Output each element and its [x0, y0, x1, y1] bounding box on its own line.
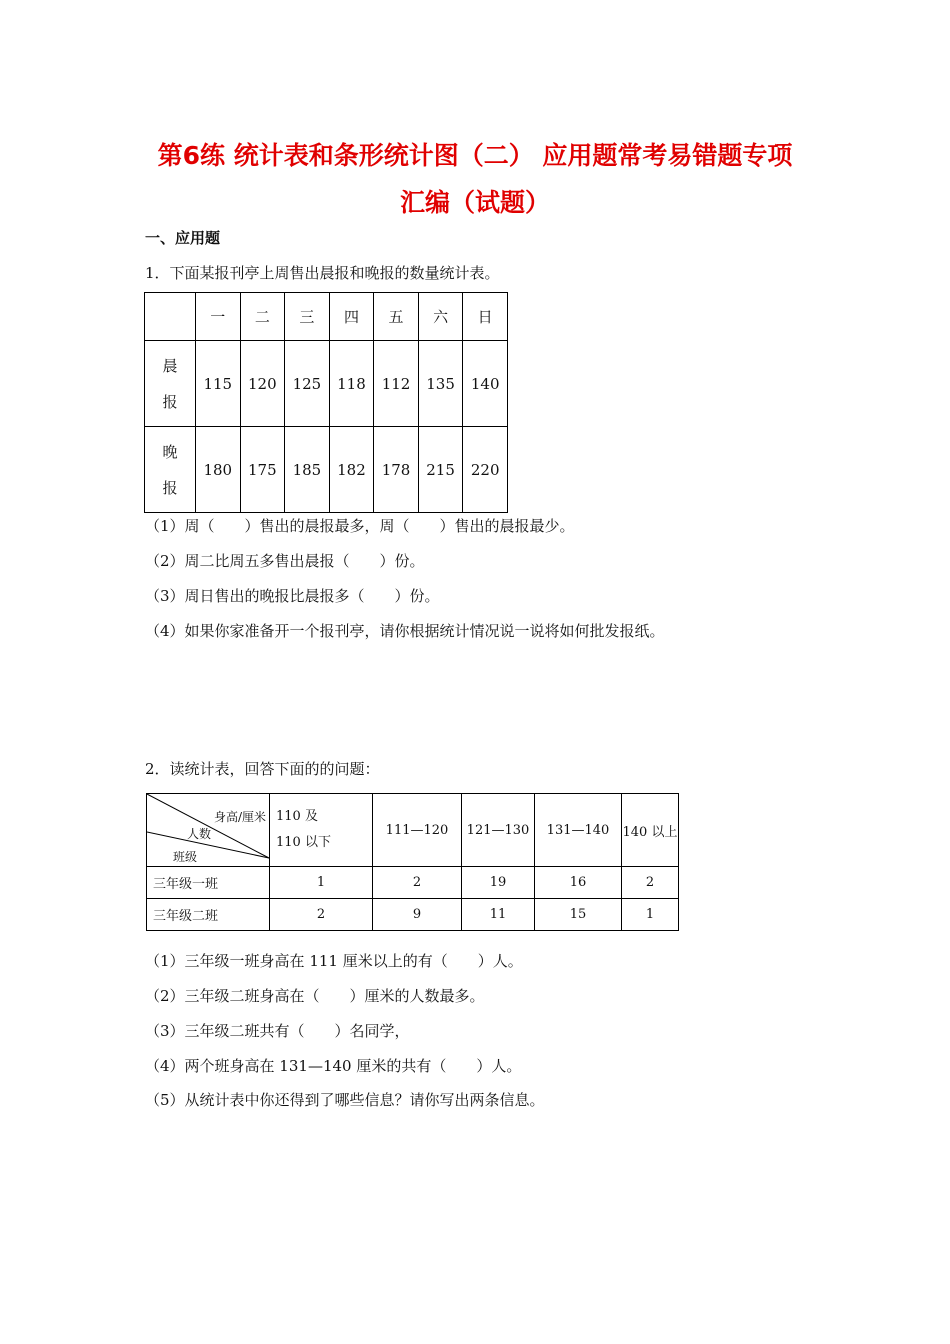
row-label-char: 报: [162, 478, 178, 497]
table-cell: 140: [463, 341, 508, 427]
table-cell: 118: [329, 341, 374, 427]
row-label-char: 晚: [162, 442, 178, 461]
table-cell: 125: [285, 341, 330, 427]
corner-cell: [145, 293, 196, 341]
table-cell: 180: [196, 427, 241, 513]
corner-label-class: 班级: [173, 850, 198, 864]
table-row: [147, 899, 679, 931]
header-line: 110 及: [276, 809, 318, 824]
table-cell: 16: [535, 867, 622, 899]
page-title-line1: 第6练 统计表和条形统计图（二） 应用题常考易错题专项: [157, 141, 793, 170]
day-header: 一: [196, 293, 241, 341]
table-cell: 2: [622, 867, 679, 899]
table-cell: 9: [373, 899, 462, 931]
height-header: 111—120: [373, 794, 462, 867]
q2-sub-3: （3）三年级二班共有（ ）名同学，: [145, 1022, 410, 1040]
q2-prompt: 2．读统计表，回答下面的的问题：: [145, 760, 380, 778]
day-header: 日: [463, 293, 508, 341]
table-cell: 220: [463, 427, 508, 513]
day-header: 二: [240, 293, 285, 341]
table-cell: 15: [535, 899, 622, 931]
row-label-evening: [145, 427, 196, 513]
row-label-char: 报: [162, 392, 178, 411]
table-cell: 115: [196, 341, 241, 427]
q1-sub-1: （1）周（ ）售出的晨报最多，周（ ）售出的晨报最少。: [145, 517, 575, 535]
table-cell: 2: [270, 899, 373, 931]
table-cell: 178: [374, 427, 419, 513]
day-header: 四: [329, 293, 374, 341]
height-stats-table: [146, 793, 679, 931]
q2-sub-4: （4）两个班身高在 131—140 厘米的共有（ ）人。: [145, 1057, 522, 1075]
table-cell: 19: [462, 867, 535, 899]
table-header-row: [147, 794, 679, 867]
corner-label-height: 身高/厘米: [213, 810, 266, 824]
height-header: [270, 794, 373, 867]
page-title-line2: 汇编（试题）: [399, 188, 550, 217]
newspaper-sales-table: [144, 292, 508, 513]
height-header: 121—130: [462, 794, 535, 867]
class-label: 三年级一班: [147, 867, 270, 899]
table-cell: 120: [240, 341, 285, 427]
diagonal-header-cell: [147, 794, 270, 867]
table-cell: 112: [374, 341, 419, 427]
table-row: [145, 427, 508, 513]
table-cell: 1: [270, 867, 373, 899]
table-cell: 11: [462, 899, 535, 931]
row-label-morning: [145, 341, 196, 427]
section-heading: 一、应用题: [145, 229, 221, 247]
table-cell: 175: [240, 427, 285, 513]
day-header: 六: [418, 293, 463, 341]
height-header: 140 以上: [622, 794, 679, 867]
row-label-char: 晨: [162, 356, 178, 375]
q2-sub-1: （1）三年级一班身高在 111 厘米以上的有（ ）人。: [145, 952, 523, 970]
q1-sub-2: （2）周二比周五多售出晨报（ ）份。: [145, 552, 425, 570]
q1-sub-3: （3）周日售出的晚报比晨报多（ ）份。: [145, 587, 440, 605]
day-header: 五: [374, 293, 419, 341]
table-cell: 185: [285, 427, 330, 513]
table-header-row: [145, 293, 508, 341]
table-cell: 135: [418, 341, 463, 427]
height-header: 131—140: [535, 794, 622, 867]
q1-prompt: 1．下面某报刊亭上周售出晨报和晚报的数量统计表。: [145, 264, 500, 282]
q2-sub-5: （5）从统计表中你还得到了哪些信息？请你写出两条信息。: [145, 1091, 545, 1109]
corner-label-count: 人数: [187, 827, 212, 841]
table-row: [147, 867, 679, 899]
q2-sub-2: （2）三年级二班身高在（ ）厘米的人数最多。: [145, 987, 485, 1005]
table-cell: 1: [622, 899, 679, 931]
table-cell: 215: [418, 427, 463, 513]
day-header: 三: [285, 293, 330, 341]
table-cell: 2: [373, 867, 462, 899]
header-line: 110 以下: [276, 835, 331, 850]
q1-sub-4: （4）如果你家准备开一个报刊亭，请你根据统计情况说一说将如何批发报纸。: [145, 622, 665, 640]
class-label: 三年级二班: [147, 899, 270, 931]
table-cell: 182: [329, 427, 374, 513]
table-row: [145, 341, 508, 427]
